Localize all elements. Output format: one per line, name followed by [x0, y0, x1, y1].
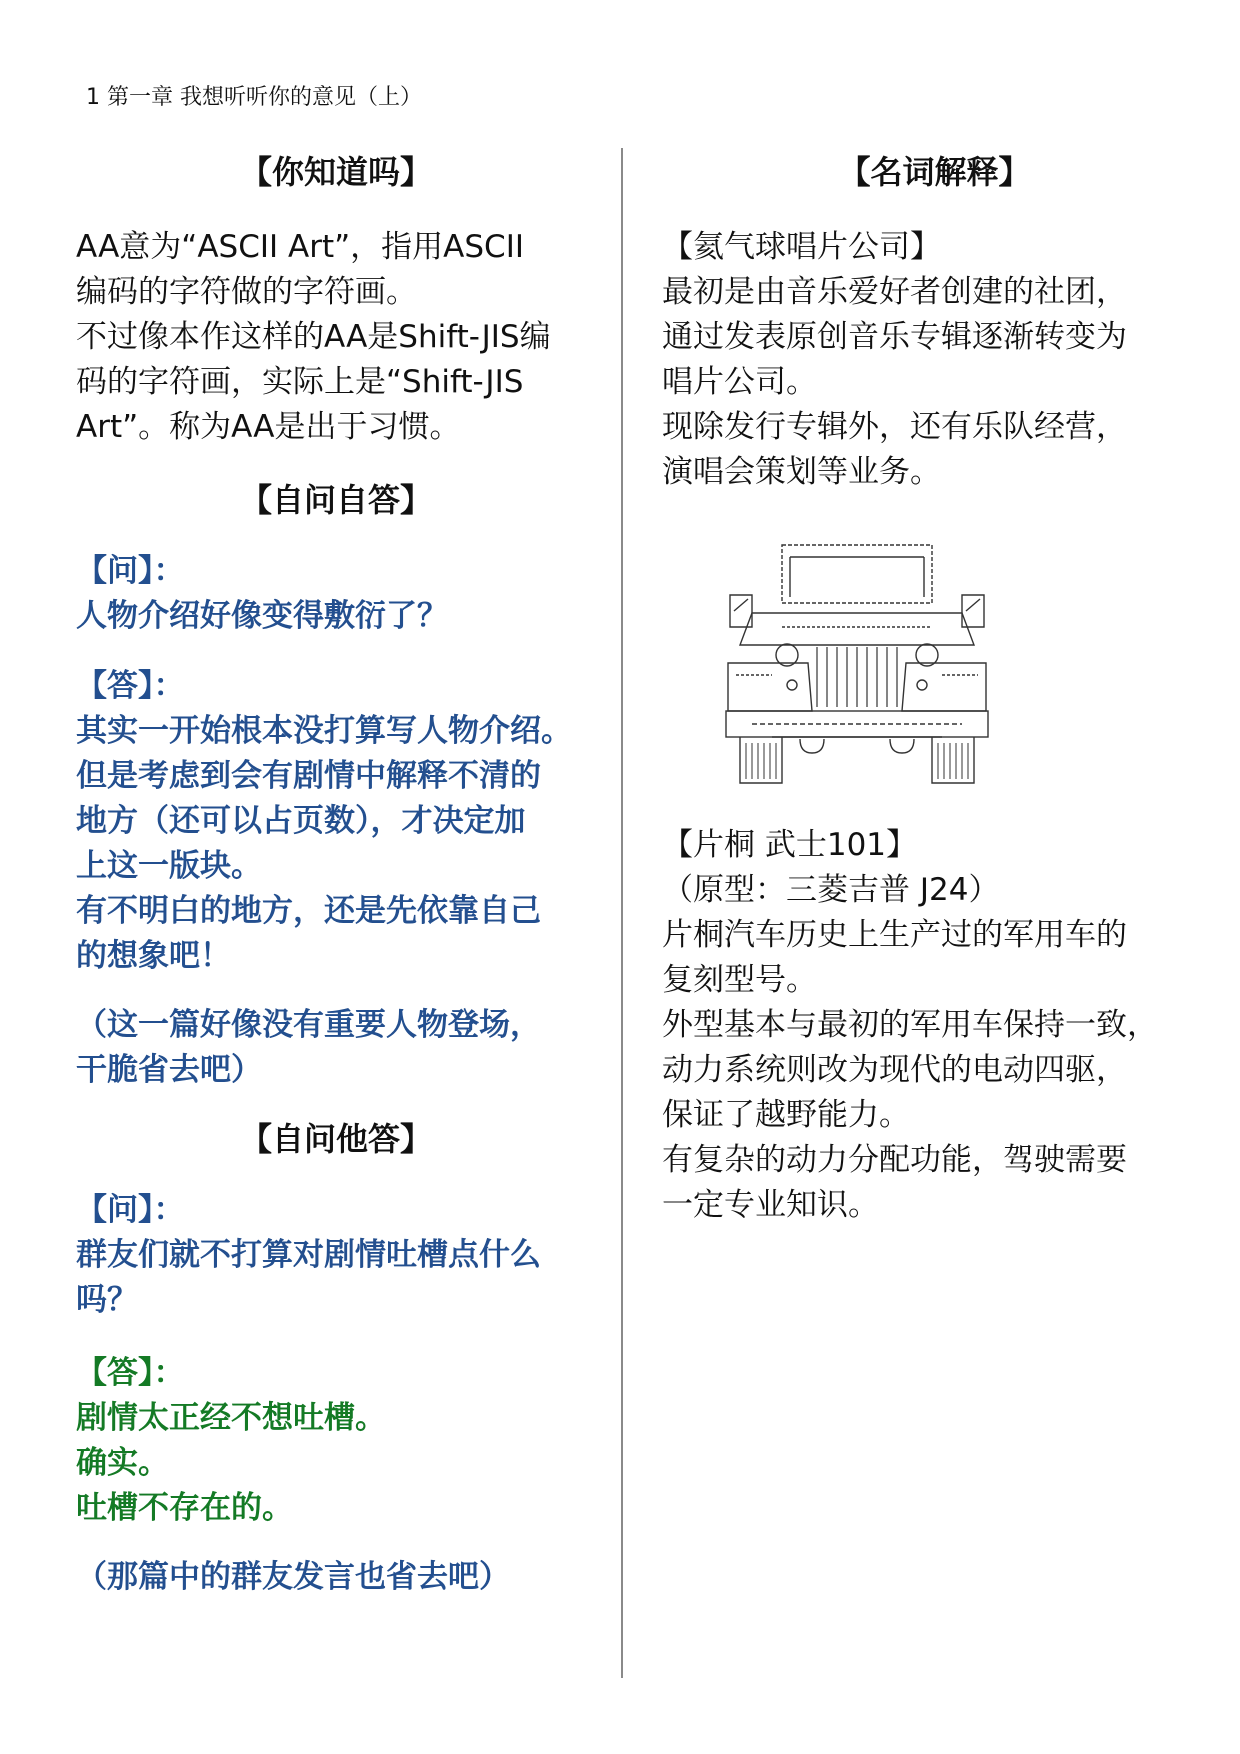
self-qa-note: （这一篇好像没有重要人物登场， 干脆省去吧） — [76, 1007, 541, 1088]
glossary-entry-jeep-name: 【片桐 武士101】 — [662, 827, 918, 863]
jeep-ascii-art-icon — [712, 535, 1207, 795]
glossary-entry-jeep-prototype: （原型：三菱吉普 J24） — [662, 872, 1000, 908]
others-qa-question-text: 群友们就不打算对剧情吐槽点什么 吗？ — [76, 1237, 541, 1318]
section-self-qa-title: 【自问自答】 — [239, 481, 432, 519]
self-qa-answer-label: 【答】： — [76, 668, 185, 704]
others-qa-answer-text: 剧情太正经不想吐槽。 确实。 吐槽不存在的。 — [76, 1400, 386, 1526]
glossary-entry-helium-body: 最初是由音乐爱好者创建的社团， 通过发表原创音乐专辑逐渐转变为 唱片公司。 现除发行专辑外，还有乐队经营， 演唱会策划等业务。 — [662, 274, 1127, 490]
page-header: 1 第一章 我想听听你的意见（上） — [86, 85, 422, 110]
self-qa-question-text: 人物介绍好像变得敷衍了？ — [76, 598, 448, 634]
section-did-you-know-title: 【你知道吗】 — [239, 153, 432, 191]
column-divider — [621, 148, 623, 1678]
self-qa-question-label: 【问】： — [76, 553, 185, 589]
others-qa-answer-label: 【答】： — [76, 1355, 185, 1391]
self-qa-answer-text: 其实一开始根本没打算写人物介绍。 但是考虑到会有剧情中解释不清的 地方（还可以占页数），才决定加 上这一版块。 有不明白的地方，还是先依靠自己 的想象吧！ — [76, 713, 572, 974]
did-you-know-body: AA意为“ASCII Art”，指用ASCII 编码的字符做的字符画。 不过像本作这样的AA是Shift-JIS编 码的字符画，实际上是“Shift-JIS Art”。称为AA是出于习惯。 — [76, 229, 551, 445]
glossary-entry-helium-name: 【氦气球唱片公司】 — [662, 229, 941, 265]
others-qa-note: （那篇中的群友发言也省去吧） — [76, 1559, 510, 1595]
left-column — [76, 150, 596, 1600]
glossary-title: 【名词解释】 — [838, 153, 1031, 191]
glossary-entry-jeep-body: 片桐汽车历史上生产过的军用车的 复刻型号。 外型基本与最初的军用车保持一致， 动力系统则改为现代的电动四驱， 保证了越野能力。 有复杂的动力分配功能，驾驶需要 一定专业知识。 — [662, 917, 1158, 1223]
others-qa-question-label: 【问】： — [76, 1192, 185, 1228]
right-column — [662, 150, 1207, 1228]
section-others-qa-title: 【自问他答】 — [239, 1120, 432, 1158]
